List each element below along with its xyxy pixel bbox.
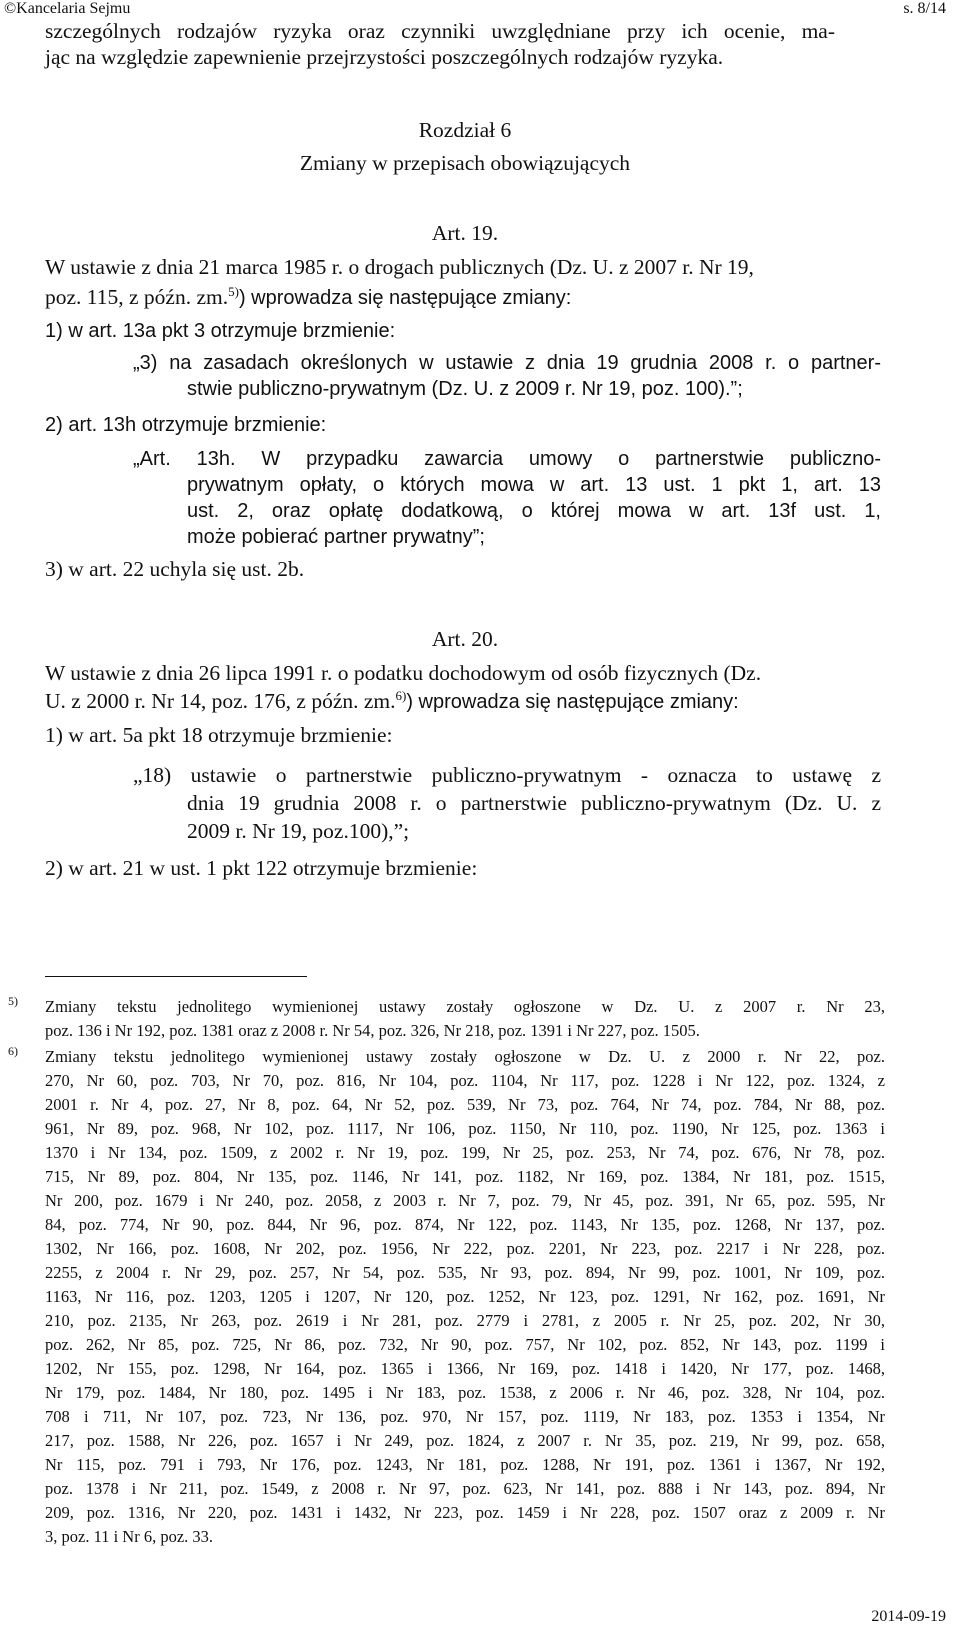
footnote-mark: 5) — [8, 994, 18, 1008]
footnote-line: Nr 115, poz. 791 i 793, Nr 176, poz. 1243, Nr 181, poz. 1288, Nr 191, poz. 1361 i 1367, Nr 192, — [45, 1455, 885, 1474]
article-19-item-2-quote-4: może pobierać partner prywatny”; — [187, 526, 485, 548]
article-20-item-1-quote-2: dnia 19 grudnia 2008 r. o partnerstwie publiczno-prywatnym (Dz. U. z — [187, 791, 881, 815]
article-20-heading: Art. 20. — [431, 627, 499, 651]
intro-line-1: szczególnych rodzajów ryzyka oraz czynniki uwzględniane przy ich ocenie, ma- — [45, 19, 835, 43]
footnote-5 — [8, 994, 885, 1043]
source-label: ©Kancelaria Sejmu — [4, 0, 131, 17]
article-19-item-2-quote-1: „Art. 13h. W przypadku zawarcia umowy o partnerstwie publiczno- — [133, 448, 881, 470]
footnote-line: 210, poz. 2135, Nr 263, poz. 2619 i Nr 281, poz. 2779 i 2781, z 2005 r. Nr 25, poz. 202, Nr 30, — [45, 1311, 885, 1330]
footnote-line: 3, poz. 11 i Nr 6, poz. 33. — [45, 1527, 214, 1546]
article-20-line-1: W ustawie z dnia 26 lipca 1991 r. o podatku dochodowym od osób fizycznych (Dz. — [45, 661, 762, 685]
article-19-line-1: W ustawie z dnia 21 marca 1985 r. o drogach publicznych (Dz. U. z 2007 r. Nr 19, — [45, 255, 754, 279]
footnote-line: 1302, Nr 166, poz. 1608, Nr 202, poz. 1956, Nr 222, poz. 2201, Nr 223, poz. 2217 i Nr 228, poz. — [45, 1239, 885, 1258]
footnote-line: 2001 r. Nr 4, poz. 27, Nr 8, poz. 64, Nr 52, poz. 539, Nr 73, poz. 764, Nr 74, poz. 784, Nr 88, poz. — [45, 1095, 885, 1114]
article-19-item-2-quote-2: prywatnym opłaty, o których mowa w art. 13 ust. 1 pkt 1, art. 13 — [187, 474, 881, 496]
footnote-line: Nr 179, poz. 1484, Nr 180, poz. 1495 i Nr 183, poz. 1538, z 2006 r. Nr 46, poz. 328, Nr 104, poz. — [45, 1383, 885, 1402]
footnote-mark: 6) — [8, 1044, 18, 1058]
footnote-line: Nr 200, poz. 1679 i Nr 240, poz. 2058, z 2003 r. Nr 7, poz. 79, Nr 45, poz. 391, Nr 65, poz. 595, Nr — [45, 1191, 885, 1210]
footnote-line: 84, poz. 774, Nr 90, poz. 844, Nr 96, poz. 874, Nr 122, poz. 1143, Nr 135, poz. 1268, Nr 137, poz. — [45, 1215, 885, 1234]
footnote-line: Zmiany tekstu jednolitego wymienionej ustawy zostały ogłoszone w Dz. U. z 2007 r. Nr 23, — [45, 997, 885, 1016]
footnote-6 — [8, 1044, 885, 1549]
chapter-number: Rozdział 6 — [418, 118, 512, 142]
article-20-item-1: 1) w art. 5a pkt 18 otrzymuje brzmienie: — [45, 723, 393, 747]
article-20-item-1-quote-3: 2009 r. Nr 19, poz.100),”; — [187, 819, 410, 843]
footnote-line: poz. 1378 i Nr 211, poz. 1549, z 2008 r. Nr 97, poz. 623, Nr 141, poz. 888 i Nr 143, poz. 894, Nr — [45, 1479, 885, 1498]
article-19-line-2: poz. 115, z późn. zm.$^{5)}$) wprowadza się następujące zmiany: — [45, 284, 572, 309]
footnote-separator — [45, 976, 307, 977]
footer-date: 2014-09-19 — [871, 1608, 946, 1625]
footnote-line: 209, poz. 1316, Nr 220, poz. 1431 i 1432, Nr 223, poz. 1459 i Nr 228, poz. 1507 oraz z 2009 r. Nr — [45, 1503, 885, 1522]
article-20-line-2: U. z 2000 r. Nr 14, poz. 176, z późn. zm.$^{6)}$) wprowadza się następujące zmiany: — [45, 688, 739, 713]
footnote-line: 217, poz. 1588, Nr 226, poz. 1657 i Nr 249, poz. 1824, z 2007 r. Nr 35, poz. 219, Nr 99, poz. 658, — [45, 1431, 885, 1450]
article-20-item-2: 2) w art. 21 w ust. 1 pkt 122 otrzymuje brzmienie: — [45, 856, 478, 880]
chapter-title: Zmiany w przepisach obowiązujących — [299, 151, 631, 175]
footnote-line: 1202, Nr 155, poz. 1298, Nr 164, poz. 1365 i 1366, Nr 169, poz. 1418 i 1420, Nr 177, poz. 1468, — [45, 1359, 885, 1378]
footnote-line: 2255, z 2004 r. Nr 29, poz. 257, Nr 54, poz. 535, Nr 93, poz. 894, Nr 99, poz. 1001, Nr 109, poz. — [45, 1263, 885, 1282]
footnote-line: 1370 i Nr 134, poz. 1509, z 2002 r. Nr 19, poz. 199, Nr 25, poz. 253, Nr 74, poz. 676, Nr 78, poz. — [45, 1143, 885, 1162]
footnote-line: 961, Nr 89, poz. 968, Nr 102, poz. 1117, Nr 106, poz. 1150, Nr 110, poz. 1190, Nr 125, poz. 1363 i — [45, 1119, 885, 1138]
article-19-item-1-quote-2: stwie publiczno-prywatnym (Dz. U. z 2009 r. Nr 19, poz. 100).”; — [187, 378, 743, 400]
footnote-ref-6: 6) — [395, 688, 407, 703]
article-19-item-1: 1) w art. 13a pkt 3 otrzymuje brzmienie: — [45, 320, 396, 342]
footnote-line: Zmiany tekstu jednolitego wymienionej ustawy zostały ogłoszone w Dz. U. z 2000 r. Nr 22, poz. — [45, 1047, 885, 1066]
article-20-item-1-quote-1: „18) ustawie o partnerstwie publiczno-prywatnym - oznacza to ustawę z — [133, 763, 881, 787]
page-number: s. 8/14 — [903, 0, 946, 17]
article-19-item-1-quote-1: „3) na zasadach określonych w ustawie z dnia 19 grudnia 2008 r. o partner- — [133, 352, 881, 374]
page-header — [4, 0, 946, 20]
footnote-line: poz. 262, Nr 85, poz. 725, Nr 86, poz. 732, Nr 90, poz. 757, Nr 102, poz. 852, Nr 143, poz. 1199 i — [45, 1335, 885, 1354]
footnote-ref-5: 5) — [228, 284, 239, 299]
footnote-line: poz. 136 i Nr 192, poz. 1381 oraz z 2008 r. Nr 54, poz. 326, Nr 218, poz. 1391 i Nr 227, poz. 1505. — [45, 1021, 700, 1040]
article-19-item-3: 3) w art. 22 uchyla się ust. 2b. — [45, 557, 305, 581]
article-19-item-2: 2) art. 13h otrzymuje brzmienie: — [45, 414, 327, 436]
footnote-line: 270, Nr 60, poz. 703, Nr 70, poz. 816, Nr 104, poz. 1104, Nr 117, poz. 1228 i Nr 122, poz. 1324, z — [45, 1071, 885, 1090]
footnote-line: 1163, Nr 116, poz. 1203, 1205 i 1207, Nr 120, poz. 1252, Nr 123, poz. 1291, Nr 162, poz. 1691, Nr — [45, 1287, 885, 1306]
article-19-heading: Art. 19. — [431, 221, 499, 245]
article-19-item-2-quote-3: ust. 2, oraz opłatę dodatkową, o której mowa w art. 13f ust. 1, — [187, 500, 881, 522]
intro-line-2: jąc na względzie zapewnienie przejrzystości poszczególnych rodzajów ryzyka. — [45, 45, 724, 69]
footnote-line: 708 i 711, Nr 107, poz. 723, Nr 136, poz. 970, Nr 157, poz. 1119, Nr 183, poz. 1353 i 1354, Nr — [45, 1407, 885, 1426]
footnote-line: 715, Nr 89, poz. 804, Nr 135, poz. 1146, Nr 141, poz. 1182, Nr 169, poz. 1384, Nr 181, poz. 1515, — [45, 1167, 885, 1186]
